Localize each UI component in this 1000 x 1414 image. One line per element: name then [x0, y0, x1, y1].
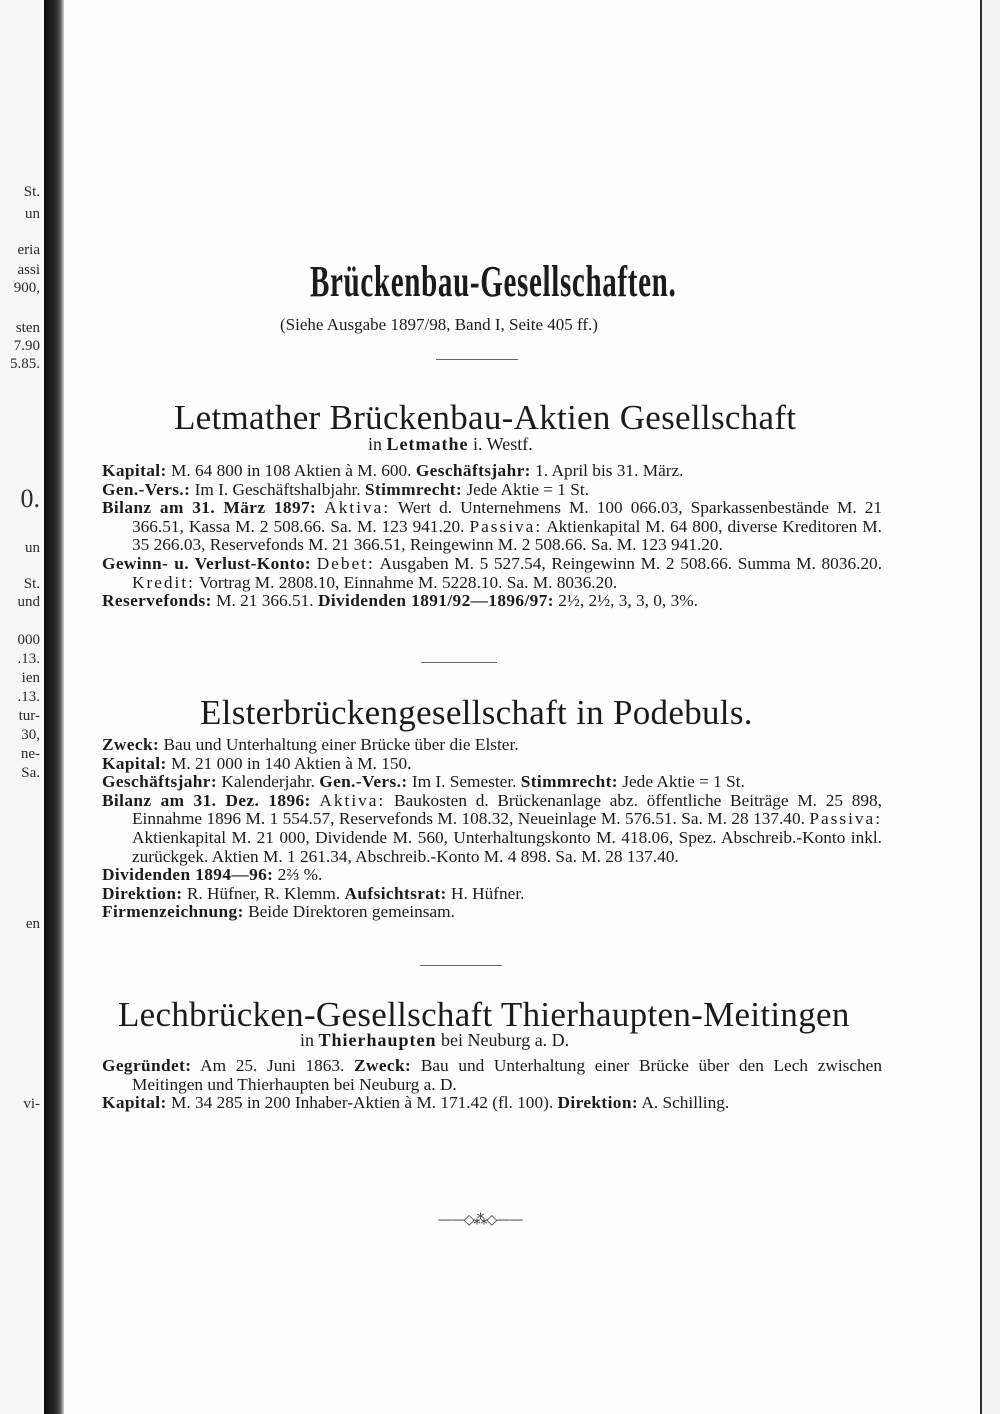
entry-kapital: Kapital: M. 21 000 in 140 Aktien à M. 150.: [102, 753, 412, 773]
margin-fragment: 7.90: [13, 338, 40, 354]
margin-fragment: assi: [17, 262, 40, 278]
location-suffix: i. Westf.: [473, 434, 533, 454]
margin-fragment: un: [25, 206, 40, 222]
margin-fragment: Sa.: [21, 765, 40, 781]
margin-fragment: un: [25, 540, 40, 556]
company-entry-letmather: [102, 462, 882, 611]
margin-fragment: St.: [23, 576, 40, 592]
divider: [420, 965, 502, 966]
company-entry-elster: [102, 736, 882, 922]
location-place: Letmathe: [386, 434, 469, 454]
company-location: [368, 434, 533, 455]
entry-zweck: Zweck: Bau und Unterhaltung einer Brücke über die Elster.: [102, 735, 519, 754]
book-gutter: [44, 0, 64, 1414]
company-location: [300, 1030, 569, 1051]
entry-gewinn-verlust: Gewinn- u. Verlust-Konto: Debet: Ausgaben M. 5 527.54, Reingewinn M. 2 508.66. Summa M. 8036.20. Kredit: Vortrag M. 2808.10, Einnahme M. 5228.10. Sa. M. 8036.20.: [102, 553, 883, 592]
margin-fragment: 0.: [20, 484, 40, 513]
margin-fragment: 900,: [13, 280, 40, 296]
company-heading-lechbruecken: Lechbrücken-Gesellschaft Thierhaupten-Meitingen: [118, 995, 850, 1034]
margin-fragment: und: [17, 594, 40, 610]
entry-reservefonds: Reservefonds: M. 21 366.51. Dividenden 1891/92—1896/97: 2½, 2½, 3, 3, 0, 3%.: [102, 591, 698, 611]
divider: [436, 359, 518, 360]
entry-bilanz: Bilanz am 31. März 1897: Aktiva: Wert d. Unternehmens M. 100 066.03, Sparkassenbestände M. 21 366.51, Kassa M. 2 508.66. Sa. M. 123 941.20. Passiva: Aktienkapital M. 64 800, diverse Kreditoren M. 35 266.03, Reservefonds M. 21 366.51, Reingewinn M. 2 508.66. Sa. M. 123 941.20.: [102, 498, 882, 555]
margin-fragment: ne-: [20, 746, 40, 762]
end-ornament: ——◇⁂◇——: [437, 1212, 523, 1228]
margin-fragment: sten: [15, 320, 40, 336]
location-place: Thierhaupten: [318, 1030, 437, 1050]
location-prefix: in: [368, 434, 383, 454]
company-entry-lechbruecken: [102, 1057, 882, 1113]
margin-fragment: en: [25, 916, 40, 932]
divider: [421, 662, 497, 663]
entry-gen-vers: Gen.-Vers.: Im I. Geschäftshalbjahr. Stimmrecht: Jede Aktie = 1 St.: [102, 479, 589, 499]
entry-geschaeftsjahr: Geschäftsjahr: Kalenderjahr. Gen.-Vers.: Im I. Semester. Stimmrecht: Jede Aktie = 1 St.: [102, 772, 745, 792]
margin-fragment: tur-: [18, 708, 40, 724]
margin-fragment: 5.85.: [10, 356, 40, 372]
entry-gegruendet: Gegründet: Am 25. Juni 1863. Zweck: Bau und Unterhaltung einer Brücke über den Lech zwischen Meitingen und Thierhaupten bei Neuburg a. D.: [102, 1056, 882, 1094]
location-prefix: in: [300, 1030, 315, 1050]
margin-fragment: St.: [23, 184, 40, 200]
margin-fragment: 30,: [21, 727, 40, 743]
entry-firmenzeichnung: Firmenzeichnung: Beide Direktoren gemeinsam.: [102, 902, 455, 922]
margin-fragment: .13.: [17, 689, 40, 705]
company-heading-elster: Elsterbrückengesellschaft in Podebuls.: [200, 693, 753, 732]
location-suffix: bei Neuburg a. D.: [441, 1030, 570, 1050]
page-title: Brückenbau-Gesellschaften.: [309, 257, 677, 306]
margin-fragment: ien: [21, 670, 40, 686]
margin-fragment: 000: [17, 632, 40, 648]
margin-fragment: eria: [17, 242, 40, 258]
margin-fragment: vi-: [23, 1096, 40, 1112]
margin-fragment: .13.: [17, 651, 40, 667]
entry-kapital: Kapital: M. 34 285 in 200 Inhaber-Aktien à M. 171.42 (fl. 100). Direktion: A. Schilling.: [102, 1093, 730, 1113]
right-edge-line: [980, 0, 982, 1414]
entry-direktion: Direktion: R. Hüfner, R. Klemm. Aufsichtsrat: H. Hüfner.: [102, 883, 525, 903]
page-subtitle: (Siehe Ausgabe 1897/98, Band I, Seite 405 ff.): [280, 315, 598, 334]
right-page-edge: [982, 0, 1000, 1414]
entry-dividenden: Dividenden 1894—96: 2⅔ %.: [102, 865, 323, 885]
company-heading-letmather: Letmather Brückenbau-Aktien Gesellschaft: [174, 398, 797, 437]
entry-kapital: Kapital: M. 64 800 in 108 Aktien à M. 600. Geschäftsjahr: 1. April bis 31. März.: [102, 461, 684, 480]
entry-bilanz: Bilanz am 31. Dez. 1896: Aktiva: Baukosten d. Brückenanlage abz. öffentliche Beiträge M. 25 898, Einnahme 1896 M. 1 554.57, Reservefonds M. 108.32, Neueinlage M. 576.51. Sa. M. 28 137.40. Passiva: Aktienkapital M. 21 000, Dividende M. 560, Unterhaltungskonto M. 418.06, Spez. Abschreib.-Konto inkl. zurückgek. Aktien M. 1 261.34, Abschreib.-Konto M. 4 898. Sa. M. 28 137.40.: [102, 790, 882, 866]
